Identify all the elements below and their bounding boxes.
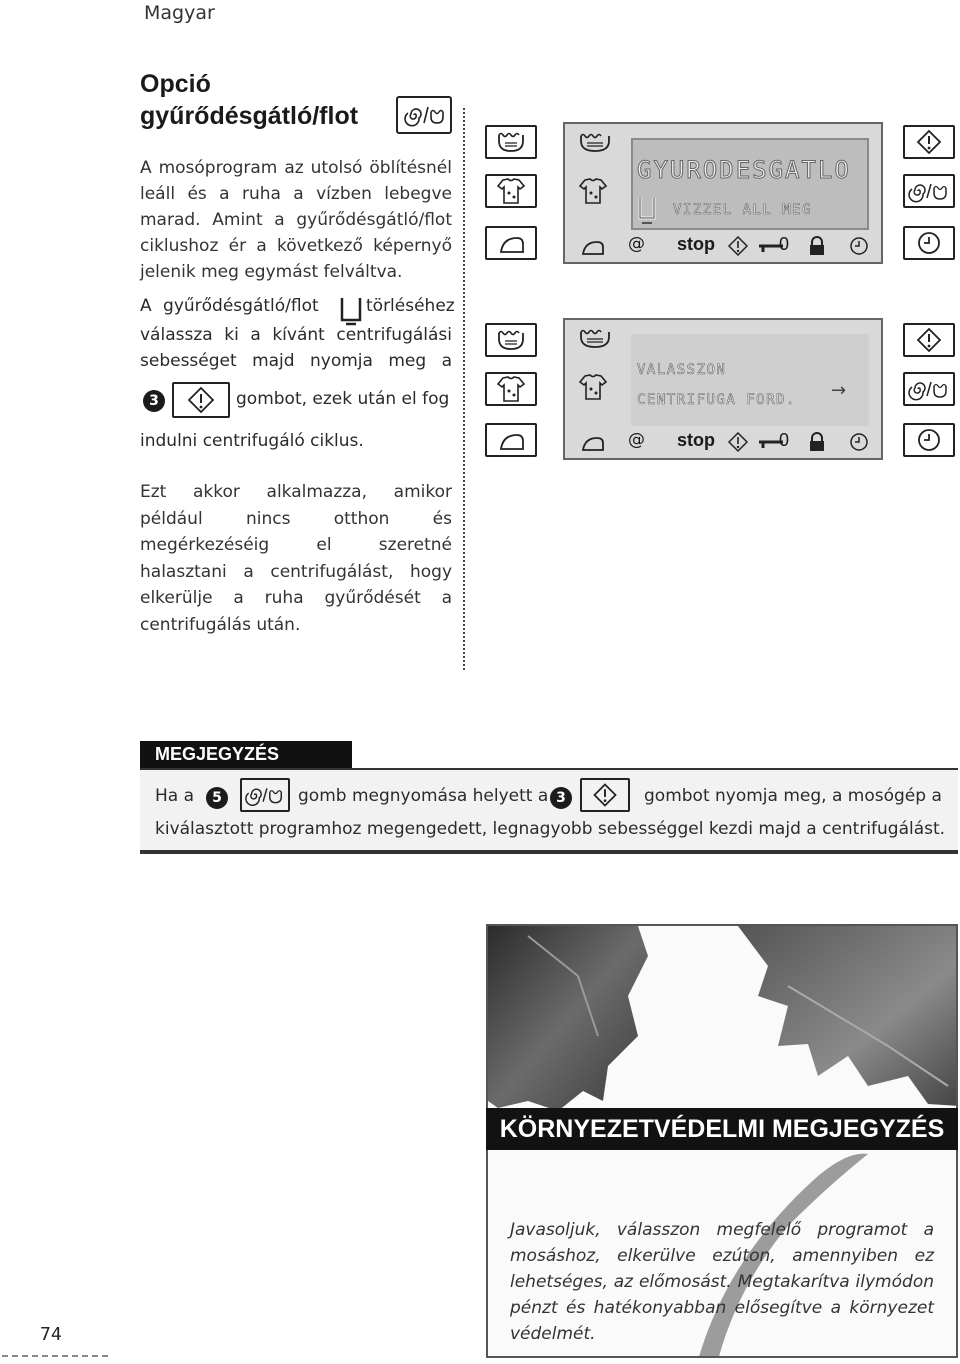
lcd-screen-1 xyxy=(631,138,869,230)
page-number: 74 xyxy=(40,1324,62,1345)
cancel-instructions xyxy=(140,296,455,456)
iron-icon xyxy=(575,234,615,258)
remote-at-label: @ xyxy=(628,234,645,254)
note-text-part2: gomb megnyomása helyett a xyxy=(298,786,549,806)
arrow-right-icon: → xyxy=(831,380,847,401)
lcd-screen-2 xyxy=(631,334,869,426)
iron-icon xyxy=(575,430,615,454)
start-icon xyxy=(727,431,749,453)
lcd-line-1: GYURODESGATLO xyxy=(637,156,851,184)
panel-status-row-2 xyxy=(565,428,881,456)
lock-icon xyxy=(808,432,826,452)
anticrease-float-icon xyxy=(240,778,290,812)
zero-label: 0 xyxy=(779,430,790,450)
note-text-part3: gombot nyomja meg, a mosógép a xyxy=(644,786,942,806)
section-title xyxy=(140,68,358,132)
footer-divider xyxy=(2,1355,108,1357)
cancel-text-part2-a: törléséhez xyxy=(366,296,455,316)
anticrease-float-icon xyxy=(903,372,955,406)
environment-title: KÖRNYEZETVÉDELMI MEGJEGYZÉS xyxy=(486,1108,958,1150)
usage-paragraph: Ezt akkor alkalmazza, amikor például nincs otthon és megérkezéséig el szeretné halasztani a centrifugálást, hogy elkerülje a ruha gyűrődését a centrifugálás után. xyxy=(140,482,452,635)
zero-label: 0 xyxy=(779,234,790,254)
clock-icon xyxy=(849,432,869,452)
clock-icon xyxy=(849,236,869,256)
note-box xyxy=(140,768,958,854)
delay-timer-icon xyxy=(903,226,955,260)
note-label: MEGJEGYZÉS xyxy=(140,741,352,768)
stop-label: stop xyxy=(677,234,715,254)
rinse-icon xyxy=(485,125,537,159)
anticrease-float-icon xyxy=(396,96,452,134)
stain-shirt-icon xyxy=(485,372,537,406)
float-symbol-icon xyxy=(637,196,657,226)
cancel-text-line2: válassza ki a kívánt centrifugálási xyxy=(140,325,452,345)
start-icon xyxy=(727,235,749,257)
stain-shirt-icon xyxy=(575,372,615,402)
stop-label: stop xyxy=(677,430,715,450)
start-icon xyxy=(903,125,955,159)
intro-paragraph: A mosóprogram az utolsó öblítésnél leáll és a ruha a vízben lebegve marad. Amint a gyűrődésgátló/flot ciklushoz ér a következő képernyő jelenik meg egymást felváltva. xyxy=(140,158,452,282)
rinse-icon xyxy=(485,323,537,357)
rinse-icon xyxy=(575,326,615,352)
note-text-part1: Ha a xyxy=(155,786,195,806)
cancel-text-part4: indulni centrifugáló ciklus. xyxy=(140,431,364,451)
cancel-text-line3: sebességet majd nyomja meg a xyxy=(140,351,452,371)
note-text-line2: kiválasztott programhoz megengedett, legnagyobb sebességgel kezdi majd a centrifugálást. xyxy=(155,819,946,839)
environment-text: Javasoljuk, válasszon megfelelő programot a mosáshoz, elkerülve ezúton, amennyiben ez lehetséges, az előmosást. Megtakarítva ilymódon pénzt és hatékonyabban elősegítve a környezet védelmét. xyxy=(510,1220,934,1344)
lock-icon xyxy=(808,236,826,256)
display-panel-1 xyxy=(563,122,883,264)
start-button-icon xyxy=(172,382,230,418)
start-icon xyxy=(903,323,955,357)
anticrease-float-icon xyxy=(903,174,955,208)
stain-shirt-icon xyxy=(485,174,537,208)
remote-at-label: @ xyxy=(628,430,645,450)
section-title-line2: gyűrődésgátló/flot xyxy=(140,102,359,130)
iron-icon xyxy=(485,226,537,260)
lcd-line-1: VALASSZON xyxy=(637,362,727,378)
display-panel-2 xyxy=(563,318,883,460)
iron-icon xyxy=(485,423,537,457)
step-number-3: 3 xyxy=(550,787,572,809)
start-button-icon xyxy=(580,778,630,812)
rinse-icon xyxy=(575,130,615,156)
step-number-5: 5 xyxy=(206,787,228,809)
section-title-line1: Opció xyxy=(140,70,211,98)
column-divider xyxy=(463,108,465,670)
language-label: Magyar xyxy=(144,2,215,24)
cancel-text-part1: A gyűrődésgátló/flot xyxy=(140,296,319,316)
cancel-text-part3: gombot, ezek után el fog xyxy=(236,389,450,409)
lcd-line-2: VIZZEL ALL MEG xyxy=(673,202,813,218)
lcd-line-2: CENTRIFUGA FORD. xyxy=(637,392,796,408)
delay-timer-icon xyxy=(903,423,955,457)
panel-status-row-1 xyxy=(565,232,881,260)
stain-shirt-icon xyxy=(575,176,615,206)
step-number-3: 3 xyxy=(143,390,165,412)
